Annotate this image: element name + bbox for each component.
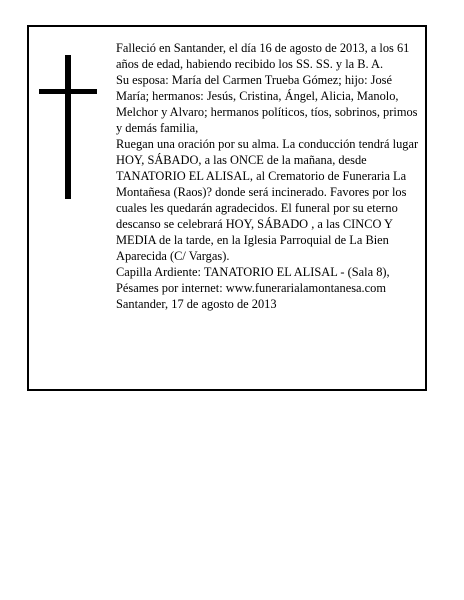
obituary-notice-box: [27, 25, 427, 391]
cross-vertical-bar: [65, 55, 71, 199]
obituary-text: [116, 40, 424, 312]
ceremony-paragraph: Ruegan una oración por su alma. La conducción tendrá lugar HOY, SÁBADO, a las ONCE de la mañana, desde TANATORIO EL ALISAL, al Crematorio de Funeraria La Montañesa (Raos)? donde será incinerado. Favores por los cuales les quedarán agradecidos. El funeral por su eterno descanso se celebrará HOY, SÁBADO , a las CINCO Y MEDIA de la tarde, en la Iglesia Parroquial de La Bien Aparecida (C/ Vargas).: [116, 137, 419, 263]
death-announcement-paragraph: Falleció en Santander, el día 16 de agosto de 2013, a los 61 años de edad, habiendo recibido los SS. SS. y la B. A.: [116, 41, 410, 71]
chapel-paragraph: Capilla Ardiente: TANATORIO EL ALISAL - (Sala 8),: [116, 265, 390, 279]
date-line: Santander, 17 de agosto de 2013: [116, 297, 277, 311]
cross-horizontal-bar: [39, 89, 97, 94]
condolences-paragraph: Pésames por internet: www.funerarialamontanesa.com: [116, 281, 386, 295]
cross-icon: [39, 55, 97, 199]
family-paragraph: Su esposa: María del Carmen Trueba Gómez; hijo: José María; hermanos: Jesús, Cristina, Ángel, Alicia, Manolo, Melchor y Alvaro; hermanos políticos, tíos, sobrinos, primos y demás familia,: [116, 73, 418, 135]
